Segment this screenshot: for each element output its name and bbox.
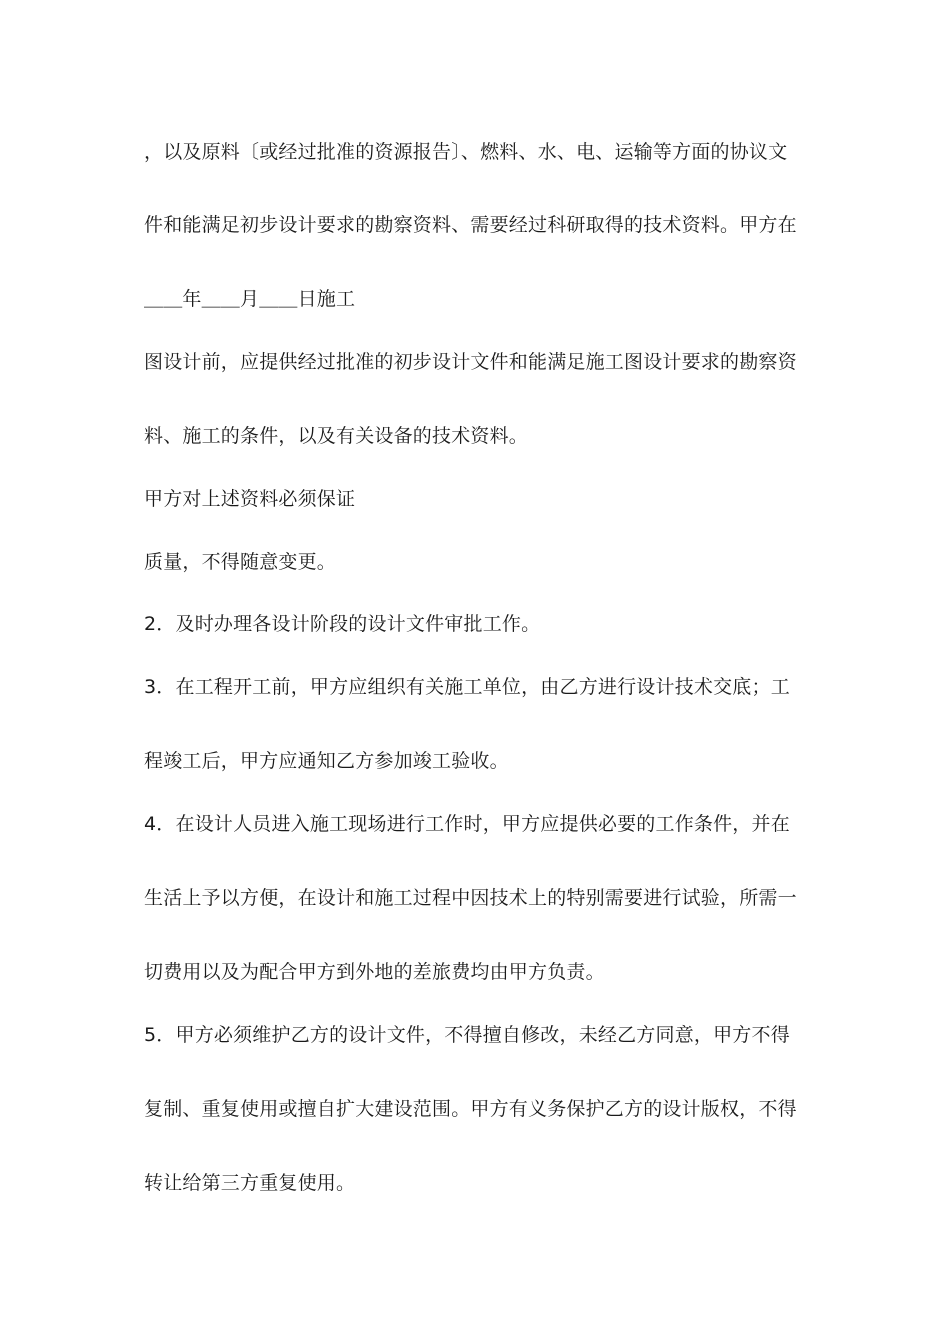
- text-line: ＿＿年＿＿月＿＿日施工: [144, 288, 356, 310]
- text-line: ，以及原料〔或经过批准的资源报告〕、燃料、水、电、运输等方面的协议文: [144, 141, 788, 163]
- text-line: 切费用以及为配合甲方到外地的差旅费均由甲方负责。: [144, 961, 605, 983]
- text-line: 程竣工后，甲方应通知乙方参加竣工验收。: [144, 750, 509, 772]
- text-line: 质量，不得随意变更。: [144, 551, 337, 573]
- text-line: 料、施工的条件，以及有关设备的技术资料。: [144, 425, 529, 447]
- text-line: 5．甲方必须维护乙方的设计文件，不得擅自修改，未经乙方同意，甲方不得: [144, 1024, 790, 1046]
- text-line: 件和能满足初步设计要求的勘察资料、需要经过科研取得的技术资料。甲方在: [144, 214, 797, 236]
- text-line: 甲方对上述资料必须保证: [144, 488, 356, 510]
- text-line: 3．在工程开工前，甲方应组织有关施工单位，由乙方进行设计技术交底；工: [144, 676, 790, 698]
- text-line: 图设计前，应提供经过批准的初步设计文件和能满足施工图设计要求的勘察资: [144, 351, 797, 373]
- text-line: 生活上予以方便，在设计和施工过程中因技术上的特别需要进行试验，所需一: [144, 887, 797, 909]
- text-line: 4．在设计人员进入施工现场进行工作时，甲方应提供必要的工作条件，并在: [144, 813, 790, 835]
- text-line: 复制、重复使用或擅自扩大建设范围。甲方有义务保护乙方的设计版权，不得: [144, 1098, 797, 1120]
- text-line: 2．及时办理各设计阶段的设计文件审批工作。: [144, 613, 541, 635]
- text-line: 转让给第三方重复使用。: [144, 1172, 356, 1194]
